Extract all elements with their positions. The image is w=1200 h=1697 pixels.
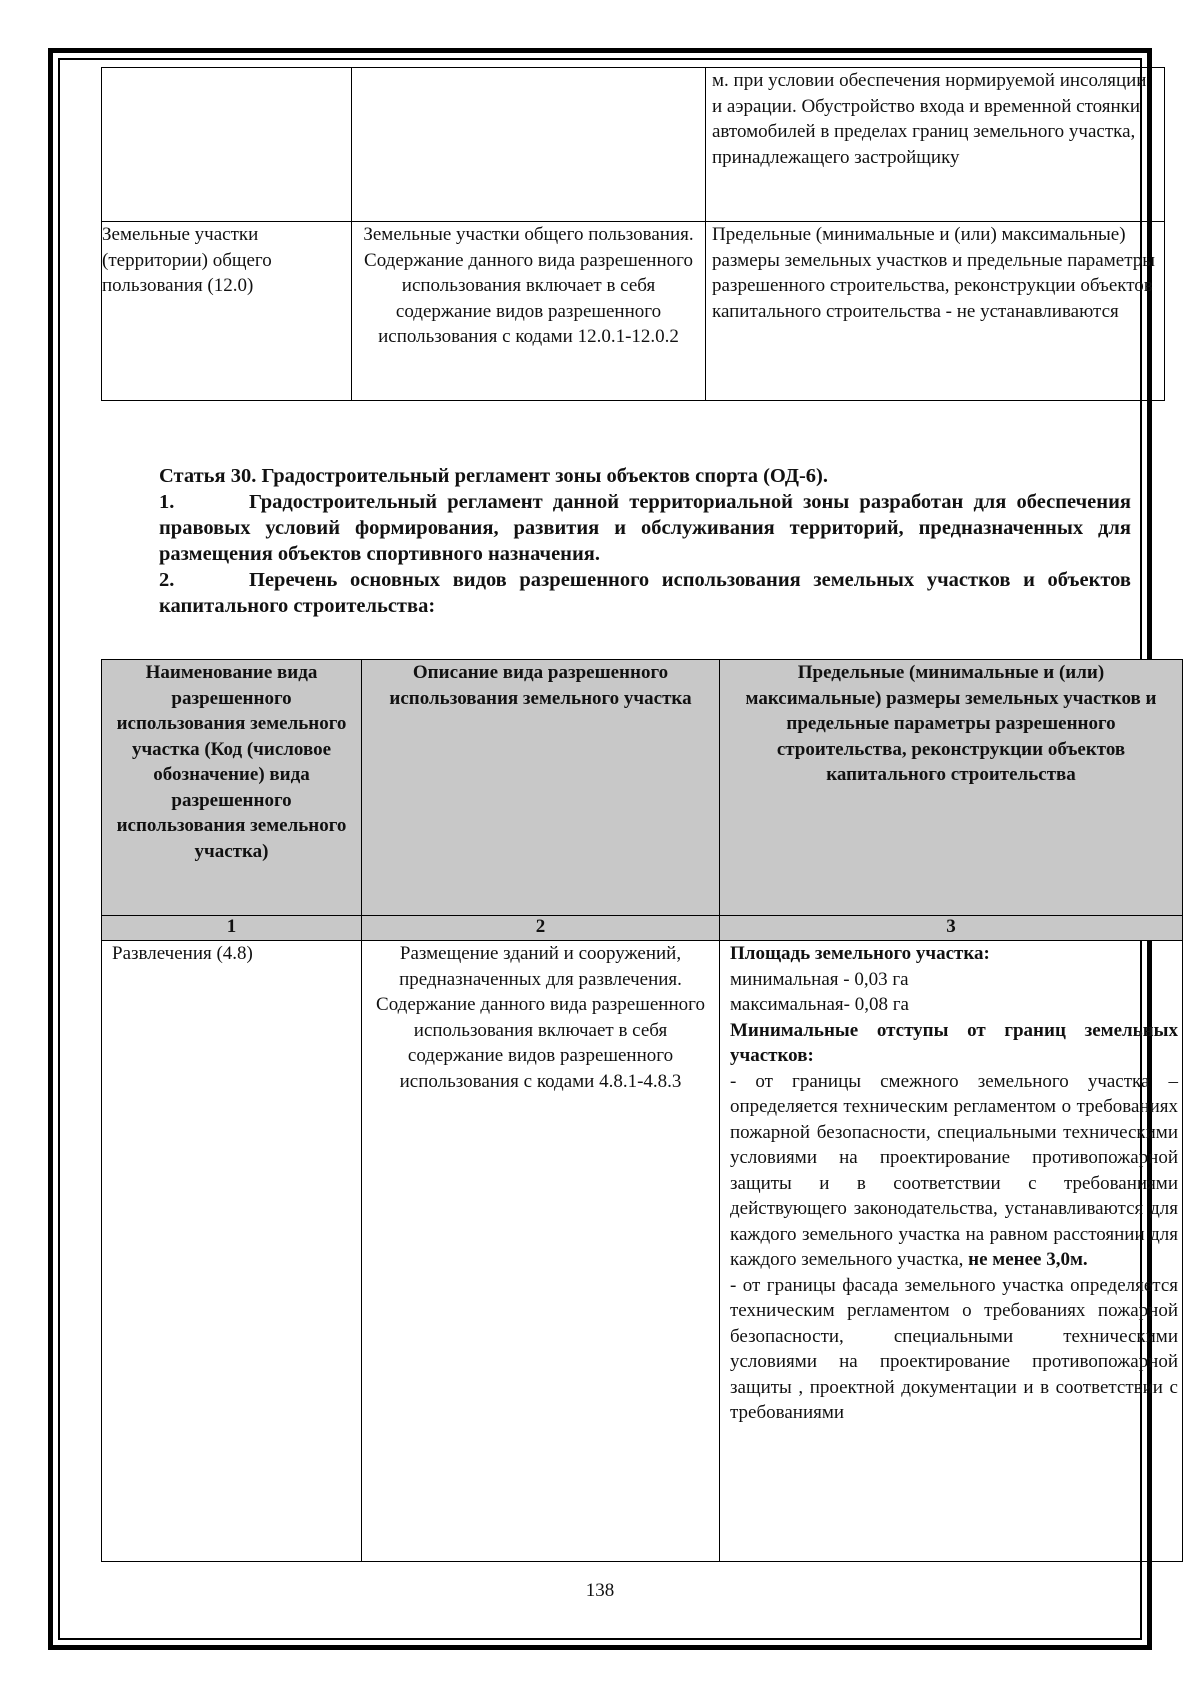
- cell-parameters: [720, 941, 1183, 1562]
- cell-name: Земельные участки (территории) общего пользования (12.0): [102, 222, 352, 401]
- table-row: [102, 941, 1183, 1562]
- area-heading: Площадь земельного участка:: [730, 943, 990, 964]
- column-number: 2: [362, 916, 720, 941]
- table-header-row: [102, 660, 1183, 916]
- cell-parameters: Предельные (минимальные и (или) максимальные) размеры земельных участков и предельные параметры разрешенного строительства, реконструкции объектов капитального строительства - не устанавливаются: [706, 222, 1165, 401]
- column-number-row: [102, 916, 1183, 941]
- cell-parameters: м. при условии обеспечения нормируемой инсоляции и аэрации. Обустройство входа и временной стоянки автомобилей в пределах границ земельного участка, принадлежащего застройщику: [706, 68, 1165, 222]
- continuation-table: [101, 67, 1165, 401]
- article-section: [101, 463, 1131, 619]
- cell-description: Размещение зданий и сооружений, предназначенных для развлечения. Содержание данного вида разрешенного использования включает в себя содержание видов разрешенного использования с кодами 4.8.1-4.8.3: [362, 941, 720, 1562]
- header-name: Наименование вида разрешенного использования земельного участка (Код (числовое обозначение) вида разрешенного использования земельного участка): [102, 660, 362, 916]
- table-row: [102, 222, 1165, 401]
- setback-heading: Минимальные отступы от границ земельных участков:: [730, 1019, 1178, 1066]
- paragraph-text: Перечень основных видов разрешенного использования земельных участков и объектов капитального строительства:: [159, 569, 1131, 617]
- header-parameters: Предельные (минимальные и (или) максимальные) размеры земельных участков и предельные параметры разрешенного строительства, реконструкции объектов капитального строительства: [720, 660, 1183, 916]
- paragraph-number: 1.: [159, 491, 175, 513]
- setback-adjacent: [730, 1069, 1178, 1273]
- table-row: [102, 68, 1165, 222]
- cell-name: [102, 68, 352, 222]
- paragraph-text: Градостроительный регламент данной территориальной зоны разработан для обеспечения правовых условий формирования, развития и обслуживания территорий, предназначенных для размещения объектов спортивного назначения.: [159, 491, 1131, 565]
- paragraph-number: 2.: [159, 569, 175, 591]
- setback-facade: - от границы фасада земельного участка определяется техническим регламентом о требованиях пожарной безопасности, специальными техническими условиями на проектирование противопожарной защиты , проектной документации и в соответствии с требованиями: [730, 1274, 1178, 1423]
- cell-name: Развлечения (4.8): [102, 941, 362, 1562]
- permitted-use-table: [101, 659, 1183, 1562]
- column-number: 1: [102, 916, 362, 941]
- page-number: 138: [585, 1580, 615, 1601]
- setback-adjacent-text: - от границы смежного земельного участка – определяется техническим регламентом о требованиях пожарной безопасности, специальными техническими условиями на проектирование противопожарной защиты и в соответствии с требованиями действующего законодательства, устанавливаются для каждого земельного участка на равном расстоянии для каждого земельного участка,: [730, 1070, 1178, 1270]
- cell-description: [352, 68, 706, 222]
- column-number: 3: [720, 916, 1183, 941]
- article-title: Статья 30. Градостроительный регламент зоны объектов спорта (ОД-6).: [159, 465, 828, 487]
- paragraph-2: [101, 567, 1131, 619]
- paragraph-1: [101, 489, 1131, 567]
- cell-description: Земельные участки общего пользования. Содержание данного вида разрешенного использования включает в себя содержание видов разрешенного использования с кодами 12.0.1-12.0.2: [352, 222, 706, 401]
- setback-adjacent-minimum: не менее 3,0м.: [968, 1249, 1088, 1270]
- header-description: Описание вида разрешенного использования земельного участка: [362, 660, 720, 916]
- area-min: минимальная - 0,03 га: [730, 968, 909, 990]
- area-max: максимальная- 0,08 га: [730, 994, 909, 1015]
